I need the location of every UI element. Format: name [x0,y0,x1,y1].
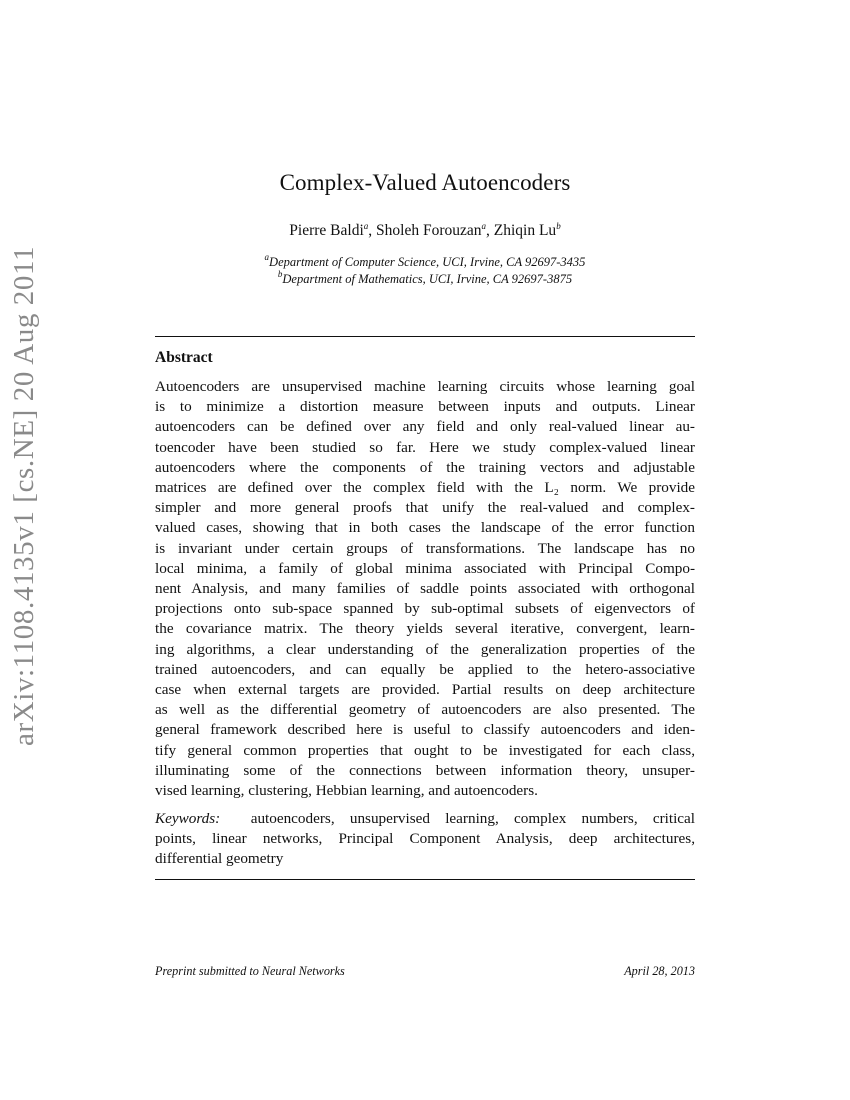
keywords-label: Keywords: [155,810,221,827]
footer-date: April 28, 2013 [624,964,695,978]
abstract-line: ing algorithms, a clear understanding of the generalization properties of the [155,640,695,658]
bottom-divider [155,879,695,880]
paper-title: Complex-Valued Autoencoders [279,170,571,195]
affiliation-mark: a [363,221,369,231]
author-separator: , [486,222,494,239]
footer [155,964,695,979]
abstract-line: matrices are defined over the complex field with the L₂ norm. We provide [155,479,695,497]
abstract-line: is invariant under certain groups of transformations. The landscape has no [155,539,695,557]
keywords [155,809,695,870]
abstract-line: local minima, a family of global minima associated with Principal Compo- [155,559,695,577]
abstract-line: trained autoencoders, and can equally be applied to the hetero-associative [155,660,695,678]
affiliation-mark: a [481,221,486,231]
abstract-line: tify general common properties that ought to be investigated for each class, [155,741,695,759]
author-separator: , [368,222,377,239]
abstract-line: Autoencoders are unsupervised machine learning circuits whose learning goal [155,378,695,395]
abstract-heading: Abstract [155,349,213,366]
abstract-line: case when external targets are provided. Partial results on deep architecture [155,681,695,699]
author-name: Zhiqin Lu [493,222,557,239]
abstract-line: toencoder have been studied so far. Here we study complex-valued linear [155,438,695,456]
abstract-line: projections onto sub-space spanned by sub-optimal subsets of eigenvectors of [155,600,695,618]
abstract-line: as well as the differential geometry of autoencoders are also presented. The [155,701,695,719]
abstract-line: is to minimize a distortion measure between inputs and outputs. Linear [155,398,695,416]
affiliation-text: Department of Computer Science, UCI, Irvine, CA 92697-3435 [269,255,586,269]
keywords-text: autoencoders, unsupervised learning, complex numbers, critical [250,810,696,827]
abstract-line: the covariance matrix. The theory yields several iterative, convergent, learn- [155,620,695,638]
abstract-line: vised learning, clustering, Hebbian learning, and autoencoders. [155,782,538,800]
keywords-line [155,809,695,829]
keywords-line: differential geometry [155,850,284,868]
keywords-line: points, linear networks, Principal Component Analysis, deep architectures, [155,830,695,848]
abstract-line: valued cases, showing that in both cases the landscape of the error function [155,519,695,537]
arxiv-identifier-text: arXiv:1108.4135v1 [cs.NE] 20 Aug 2011 [8,245,40,746]
footer-preprint: Preprint submitted to Neural Networks [155,964,345,978]
abstract-line: nent Analysis, and many families of saddle points associated with orthogonal [155,580,695,598]
affiliation [0,254,850,271]
affiliation-list [0,254,850,288]
abstract-line: simpler and more general proofs that unify the real-valued and complex- [155,499,695,517]
author-name: Pierre Baldi [289,222,364,239]
abstract-line: autoencoders can be defined over any field and only real-valued linear au- [155,418,695,436]
abstract-body [155,377,695,801]
affiliation-mark: b [556,221,561,231]
top-divider [155,336,695,337]
affiliation-text: Department of Mathematics, UCI, Irvine, CA 92697-3875 [282,272,573,286]
abstract-line: general framework described here is useful to classify autoencoders and iden- [155,721,695,739]
affiliation-mark: a [264,252,270,262]
author-name: Sholeh Forouzan [376,222,482,239]
abstract-line: illuminating some of the connections between information theory, unsuper- [155,761,695,779]
abstract-line: autoencoders where the components of the training vectors and adjustable [155,458,695,476]
affiliation-mark: b [277,269,283,279]
author-list [0,222,850,240]
affiliation [0,271,850,288]
